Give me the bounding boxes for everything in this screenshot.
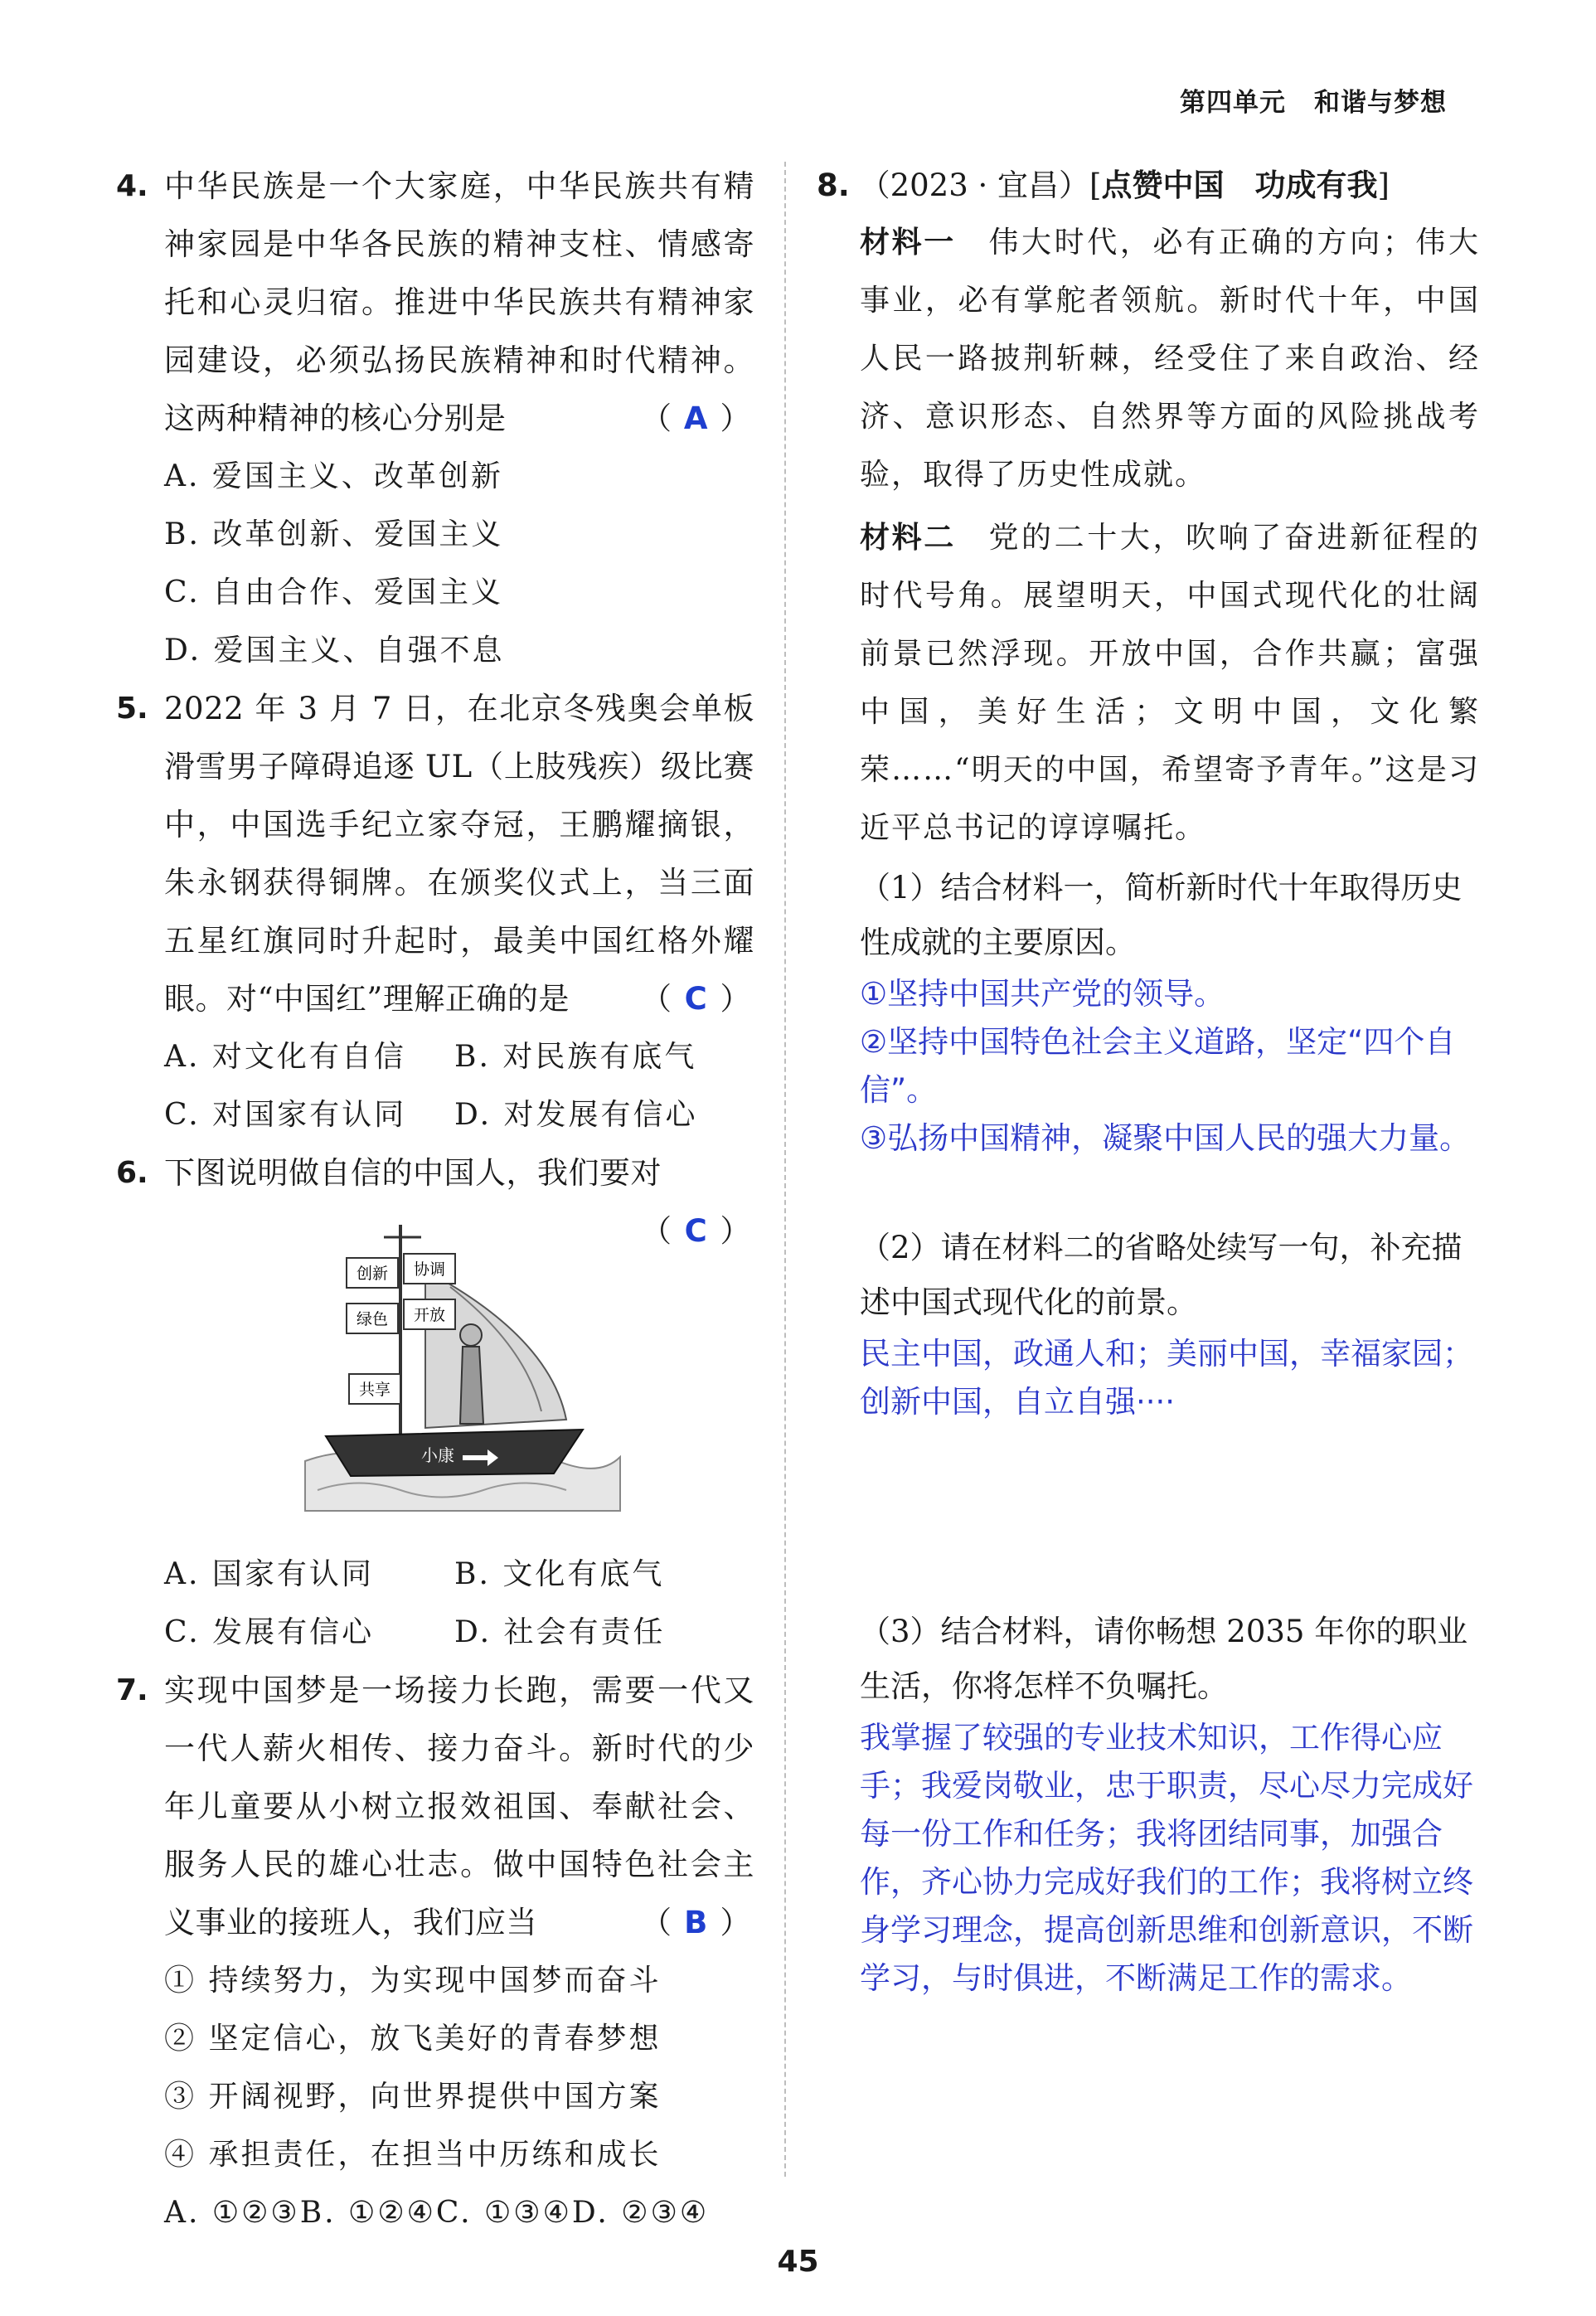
- page-number: 45: [777, 2245, 819, 2279]
- answer-line: ②坚持中国特色社会主义道路，坚定“四个自信”。: [860, 1024, 1456, 1108]
- sail-label: 绿色: [356, 1310, 389, 1328]
- answer-value: B: [684, 1905, 708, 1940]
- question-text: 实现中国梦是一场接力长跑，需要一代又一代人薪火相传、接力奋斗。新时代的少年儿童要从小树立报效祖国、奉献社会、服务人民的雄心壮志。做中国特色社会主义事业的接班人，我们应当: [164, 1673, 754, 1940]
- sub-question-2: （2）请在材料二的省略处续写一句，补充描述中国式现代化的前景。: [860, 1230, 1463, 1320]
- option: C. 自由合作、爱国主义: [164, 575, 504, 609]
- material-label: 材料二: [860, 521, 956, 555]
- answer-slot: （ B ）: [641, 1894, 751, 1952]
- sub-question-1: （1）结合材料一，简析新时代十年取得历史性成就的主要原因。: [860, 870, 1463, 960]
- question-5: [116, 680, 754, 1144]
- option: A. 爱国主义、改革创新: [164, 459, 503, 493]
- option: A. 国家有认同: [164, 1557, 374, 1591]
- question-number: 8.: [817, 168, 850, 203]
- question-8: 8. （2023 · 宜昌）[点赞中国 功成有我] 材料一 伟大时代，必有正确的方向；伟大事业，必有掌舵者领航。新时代十年，中国人民一路披荆斩棘，经受住了来自政治、经济、意识形态、自然界等方面的风险挑战考验，取得了历史性成就。 材料二 党的二十大，吹响了奋进新征程的时代号角。展望明天，中国式现代化的壮阔前景已然浮现。开放中国，合作共赢；富强中国，美好生活；文明中国，文化繁荣……“明天的中国，希望寄予青年。”这是习近平总书记的谆谆嘱托。 （1）结合材料一，简析新时代十年取得历史性成就的主要原因。 ①坚持中国共产党的领导。 ②坚持中国特色社会主义道路，坚定“四个自信”。 ③弘扬中国精神，凝聚中国人民的强大力量。 （2）请在材料二的省略处续写一句，补充描述中国式现代化的前景。 民主中国，政通人和；美丽中国，幸福家园；创新中国，自立自强···· （3）结合材料，请你畅想 2035 年你的职业生活，你将怎样不负嘱托。 我掌握了较强的专业技术知识，工作得心应手；我爱岗敬业，忠于职责，尽心尽力完成好每一份工作和任务；我将团结同事，加强合作，齐心协力完成好我们的工作；我将树立终身学习理念，提高创新思维和创新意识，不断学习，与时俱进，不断满足工作的需求。: [817, 158, 1480, 2003]
- column-divider: [784, 162, 786, 2177]
- answer-slot: （ C ）: [641, 970, 751, 1028]
- hull-label: 小康: [421, 1445, 454, 1465]
- option: B. 文化有底气: [454, 1557, 665, 1591]
- answer-slot: （ C ）: [641, 1202, 751, 1260]
- question-source: （2023 · 宜昌）: [859, 168, 1090, 203]
- unit-header: [1180, 81, 1447, 119]
- material-text: 党的二十大，吹响了奋进新征程的时代号角。展望明天，中国式现代化的壮阔前景已然浮现。开放中国，合作共赢；富强中国，美好生活；文明中国，文化繁荣……“明天的中国，希望寄予青年。”这是习近平总书记的谆谆嘱托。: [860, 521, 1480, 845]
- question-number: 6.: [116, 1156, 148, 1190]
- unit-title: 和谐与梦想: [1314, 88, 1447, 118]
- statement-item: ① 持续努力，为实现中国梦而奋斗: [164, 1964, 662, 1998]
- question-number: 7.: [116, 1673, 148, 1707]
- question-text: 下图说明做自信的中国人，我们要对: [164, 1155, 662, 1191]
- option: C. 对国家有认同: [164, 1098, 407, 1132]
- answer-value: C: [684, 981, 708, 1017]
- left-column: [116, 158, 754, 2242]
- sail-label: 创新: [356, 1265, 389, 1283]
- question-4: [116, 158, 754, 680]
- option: D. 爱国主义、自强不息: [164, 634, 505, 668]
- material-label: 材料一: [860, 226, 956, 260]
- person-head: [460, 1324, 482, 1346]
- statement-item: ④ 承担责任，在担当中历练和成长: [164, 2138, 662, 2172]
- question-text: 2022 年 3 月 7 日，在北京冬残奥会单板滑雪男子障碍追逐 UL（上肢残疾）级比赛中，中国选手纪立家夺冠，王鹏耀摘银，朱永钢获得铜牌。在颁奖仪式上，当三面五星红旗同时升起时，最美中国红格外耀眼。对“中国红”理解正确的是: [164, 691, 754, 1017]
- option: C. 发展有信心: [164, 1615, 375, 1649]
- option: B. 改革创新、爱国主义: [164, 517, 504, 551]
- answer-1: [860, 970, 1480, 1163]
- question-text: 中华民族是一个大家庭，中华民族共有精神家园是中华各民族的精神支柱、情感寄托和心灵归宿。推进中华民族共有精神家园建设，必须弘扬民族精神和时代精神。这两种精神的核心分别是: [164, 168, 754, 436]
- question-6: [116, 1144, 754, 1662]
- question-number: 5.: [116, 692, 148, 726]
- question-number: 4.: [116, 169, 148, 203]
- option: D. 对发展有信心: [454, 1098, 698, 1132]
- statement-item: ② 坚定信心，放飞美好的青春梦想: [164, 2022, 662, 2056]
- option: A. 对文化有自信: [164, 1040, 406, 1074]
- right-column: [817, 158, 1480, 2003]
- person-body: [460, 1347, 483, 1424]
- sailboat-illustration: [301, 1212, 624, 1515]
- answer-line: ①坚持中国共产党的领导。: [860, 976, 1225, 1012]
- statement-item: ③ 开阔视野，向世界提供中国方案: [164, 2080, 662, 2114]
- sail-label: 开放: [413, 1306, 446, 1324]
- sail-label: 共享: [358, 1381, 391, 1399]
- answer-slot: （ A ）: [641, 390, 751, 448]
- main-sail: [425, 1270, 566, 1428]
- answer-value: A: [683, 401, 709, 436]
- question-7: [116, 1662, 754, 2242]
- option: B. 对民族有底气: [454, 1040, 697, 1074]
- material-one: [860, 214, 1480, 504]
- answer-value: C: [684, 1213, 708, 1249]
- answer-choices: A. ①②③B. ①②④C. ①③④D. ②③④: [164, 2196, 710, 2230]
- option: D. 社会有责任: [454, 1615, 666, 1649]
- unit-label: 第四单元: [1180, 88, 1286, 118]
- answer-3: 我掌握了较强的专业技术知识，工作得心应手；我爱岗敬业，忠于职责，尽心尽力完成好每一份工作和任务；我将团结同事，加强合作，齐心协力完成好我们的工作；我将树立终身学习理念，提高创新思维和创新意识，不断学习，与时俱进，不断满足工作的需求。: [860, 1720, 1473, 1996]
- question-theme: 点赞中国 功成有我: [1101, 168, 1378, 203]
- sail-label: 协调: [413, 1260, 446, 1279]
- boat-hull: [326, 1430, 583, 1476]
- sub-question-3: （3）结合材料，请你畅想 2035 年你的职业生活，你将怎样不负嘱托。: [860, 1614, 1468, 1704]
- material-text: 伟大时代，必有正确的方向；伟大事业，必有掌舵者领航。新时代十年，中国人民一路披荆斩棘，经受住了来自政治、经济、意识形态、自然界等方面的风险挑战考验，取得了历史性成就。: [860, 226, 1480, 492]
- answer-line: ③弘扬中国精神，凝聚中国人民的强大力量。: [860, 1120, 1471, 1156]
- material-two: [860, 509, 1480, 857]
- answer-2: 民主中国，政通人和；美丽中国，幸福家园；创新中国，自立自强····: [860, 1336, 1473, 1420]
